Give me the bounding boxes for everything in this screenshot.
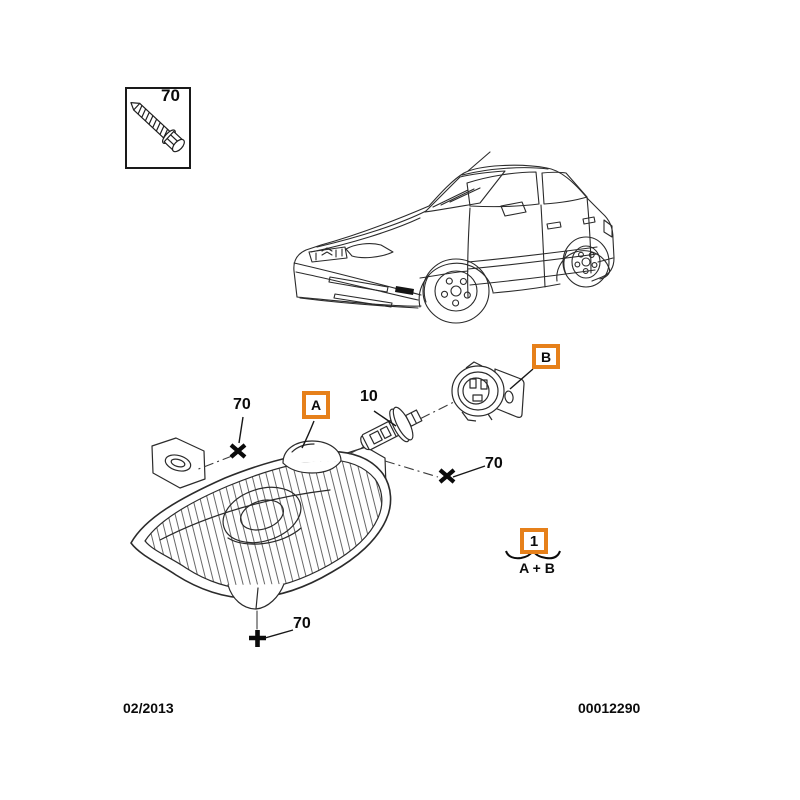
part-ref-box-kit[interactable] [520,528,548,554]
callout-screw-left-label: 70 [233,396,251,413]
screw-position-marker-right [440,470,454,482]
part-ref-box-b[interactable] [532,344,560,369]
callout-screw-right-label: 70 [485,455,503,472]
callout-bulb-label: 10 [360,388,378,405]
mirror-shape [501,202,526,216]
car-illustration [294,152,614,323]
bulb-holder-illustration [452,362,524,421]
grille-shape [309,247,347,262]
car-fog-lamp-spot [395,286,414,295]
kit-composition-label: A + B [519,560,555,576]
fog-lamp-illustration [120,438,410,629]
rear-wheel [563,237,609,287]
screw-axis-right-line [385,461,438,477]
screw-position-marker-bottom [249,630,266,647]
part-ref-b-label: B [540,348,552,365]
legend-screw-box [125,87,191,169]
footer-date-code: 02/2013 [123,700,174,716]
legend-part-number: 70 [161,86,180,105]
part-ref-a-label: A [310,397,322,413]
front-wheel [423,259,489,323]
callout-screw-bottom-label: 70 [293,615,311,632]
leader-screw-right [453,466,485,477]
headlight-shape [346,244,393,258]
screw-position-marker-left [231,445,245,457]
leader-screw-bottom [265,630,293,638]
leader-screw-left [239,417,243,443]
part-ref-box-a[interactable] [302,391,330,419]
footer-document-number: 00012290 [578,700,641,716]
part-ref-kit-label: 1 [529,532,539,550]
